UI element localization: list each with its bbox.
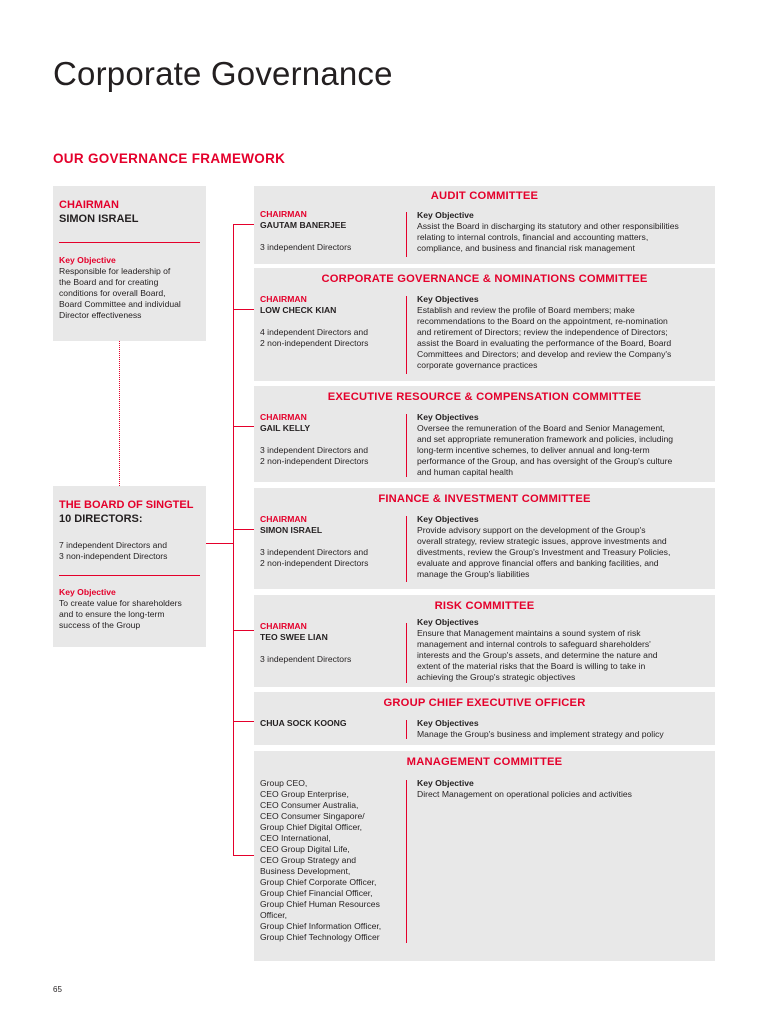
page-title: Corporate Governance (53, 55, 393, 92)
member-line: CEO International, (260, 833, 331, 843)
board-connector-line (206, 543, 233, 544)
objective-label: Key Objectives (417, 514, 479, 524)
chairman-objective-label: Key Objective (59, 255, 116, 265)
page-number: 65 (53, 985, 62, 994)
branch-line (233, 721, 254, 722)
risk-committee-box (254, 595, 715, 687)
chairman-label: CHAIRMAN (260, 621, 307, 631)
objective-label: Key Objectives (417, 718, 479, 728)
board-subtitle: 10 DIRECTORS: (59, 513, 143, 525)
branch-line (233, 309, 254, 310)
branch-line (233, 630, 254, 631)
composition-line: 3 independent Directors and (260, 445, 368, 455)
chairman-objective-line: the Board and for creating (59, 276, 159, 287)
ercc-committee-box (254, 386, 715, 482)
chairman-label: CHAIRMAN (260, 294, 307, 304)
objective-line: manage the Group's liabilities (417, 569, 530, 579)
board-objective-line: To create value for shareholders (59, 597, 182, 608)
member-line: Group CEO, (260, 778, 308, 788)
objective-line: Oversee the remuneration of the Board and Senior Management, (417, 423, 665, 433)
composition-line: 4 independent Directors and (260, 327, 368, 337)
objective-line: Manage the Group's business and implement strategy and policy (417, 729, 664, 739)
chairman-name: GAIL KELLY (260, 423, 311, 433)
member-line: Group Chief Financial Officer, (260, 888, 373, 898)
chairman-label: CHAIRMAN (260, 209, 307, 219)
column-divider (406, 414, 407, 477)
objective-label: Key Objectives (417, 294, 479, 304)
objective-label: Key Objective (417, 210, 474, 220)
board-box (53, 486, 206, 647)
member-line: Group Chief Corporate Officer, (260, 877, 377, 887)
committee-trunk-line (233, 224, 234, 856)
fic-committee-box (254, 488, 715, 589)
branch-line (233, 529, 254, 530)
composition-line: 2 non-independent Directors (260, 558, 369, 568)
chairman-name: GAUTAM BANERJEE (260, 220, 347, 230)
chairman-board-connector (119, 341, 120, 486)
member-line: CEO Consumer Singapore/ (260, 811, 365, 821)
member-line: Group Chief Digital Officer, (260, 822, 363, 832)
composition-line: 2 non-independent Directors (260, 338, 369, 348)
column-divider (406, 516, 407, 582)
objective-label: Key Objective (417, 778, 474, 788)
objective-line: and human capital health (417, 467, 514, 477)
composition-line: 2 non-independent Directors (260, 456, 369, 466)
objective-label: Key Objectives (417, 617, 479, 627)
member-line: Business Development, (260, 866, 351, 876)
objective-line: relating to internal controls, financial and accounting matters, (417, 232, 649, 242)
column-divider (406, 212, 407, 257)
chairman-label: CHAIRMAN (260, 514, 307, 524)
committee-title: AUDIT COMMITTEE (430, 190, 539, 202)
section-heading: OUR GOVERNANCE FRAMEWORK (53, 151, 286, 166)
chairman-divider (59, 242, 200, 243)
objective-line: extent of the material risks that the Board is willing to take in (417, 661, 646, 671)
composition-line: 3 independent Directors (260, 654, 352, 664)
objective-line: Committees and Directors; and develop and review the Company's (417, 349, 672, 359)
objective-line: compliance, and business and financial risk management (417, 243, 635, 253)
committee-title: GROUP CHIEF EXECUTIVE OFFICER (383, 697, 586, 709)
objective-line: Assist the Board in discharging its statutory and other responsibilities (417, 221, 679, 231)
committee-title: MANAGEMENT COMMITTEE (406, 756, 563, 768)
chairman-objective-line: conditions for overall Board, (59, 287, 166, 298)
member-line: CEO Group Digital Life, (260, 844, 350, 854)
composition-line: 3 independent Directors and (260, 547, 368, 557)
objective-line: Provide advisory support on the development of the Group's (417, 525, 646, 535)
board-composition-line: 7 independent Directors and (59, 540, 167, 550)
objective-line: assist the Board in evaluating the performance of the Board, Board (417, 338, 672, 348)
committee-title: CORPORATE GOVERNANCE & NOMINATIONS COMMITTEE (321, 273, 648, 285)
column-divider (406, 296, 407, 374)
chairman-objective-line: Board Committee and individual (59, 298, 181, 309)
chairman-box (53, 186, 206, 341)
branch-line (233, 224, 254, 225)
objective-line: Establish and review the profile of Board members; make (417, 305, 635, 315)
management-committee-box (254, 751, 715, 961)
objective-line: achieving the Group's strategic objectives (417, 672, 576, 682)
objective-line: and retirement of Directors; review the independence of Directors; (417, 327, 668, 337)
chairman-objective-line: Responsible for leadership of (59, 265, 171, 276)
board-composition-line: 3 non-independent Directors (59, 550, 168, 561)
committee-title: RISK COMMITTEE (434, 600, 535, 612)
group-ceo-box (254, 692, 715, 745)
objective-line: overall strategy, review strategic issues, approve investments and (417, 536, 667, 546)
member-line: CEO Group Strategy and (260, 855, 357, 865)
chairman-role: CHAIRMAN (59, 199, 119, 211)
objective-line: divestments, review the Group's Investment and Treasury Policies, (417, 547, 671, 557)
committee-title: EXECUTIVE RESOURCE & COMPENSATION COMMITTEE (327, 391, 642, 403)
chairman-name: SIMON ISRAEL (59, 213, 139, 225)
composition-line: 3 independent Directors (260, 242, 352, 252)
objective-line: management and internal controls to safeguard shareholders' (417, 639, 651, 649)
objective-line: Direct Management on operational policies and activities (417, 789, 632, 799)
member-line: CEO Group Enterprise, (260, 789, 349, 799)
member-line: Group Chief Information Officer, (260, 921, 382, 931)
member-line: Group Chief Technology Officer (260, 932, 380, 942)
board-title: THE BOARD OF SINGTEL (59, 499, 194, 511)
objective-label: Key Objectives (417, 412, 479, 422)
member-line: Officer, (260, 910, 288, 920)
chairman-label: CHAIRMAN (260, 412, 307, 422)
objective-line: performance of the Group, and has oversight of the Group's culture (417, 456, 673, 466)
column-divider (406, 623, 407, 683)
member-line: CEO Consumer Australia, (260, 800, 359, 810)
objective-line: recommendations to the Board on the appointment, re-nomination (417, 316, 668, 326)
branch-line (233, 855, 254, 856)
chairman-objective-line: Director effectiveness (59, 309, 142, 320)
chairman-name: LOW CHECK KIAN (260, 305, 337, 315)
ceo-name: CHUA SOCK KOONG (260, 718, 347, 728)
cgnc-committee-box (254, 268, 715, 381)
board-divider (59, 575, 200, 576)
objective-line: and set appropriate remuneration framework and policies, including (417, 434, 674, 444)
objective-line: interests and the Group's assets, and determine the nature and (417, 650, 658, 660)
audit-committee-box (254, 186, 715, 264)
column-divider (406, 780, 407, 943)
objective-line: Ensure that Management maintains a sound system of risk (417, 628, 641, 638)
column-divider (406, 720, 407, 739)
branch-line (233, 426, 254, 427)
board-objective-line: success of the Group (59, 619, 141, 630)
committee-title: FINANCE & INVESTMENT COMMITTEE (378, 493, 591, 505)
member-line: Group Chief Human Resources (260, 899, 380, 909)
objective-line: evaluate and approve financial offers and banking facilities, and (417, 558, 659, 568)
objective-line: corporate governance practices (417, 360, 538, 370)
board-objective-label: Key Objective (59, 587, 116, 597)
board-objective-line: and to ensure the long-term (59, 608, 165, 619)
chairman-name: SIMON ISRAEL (260, 525, 323, 535)
objective-line: long-term incentive schemes, to deliver annual and long-term (417, 445, 650, 455)
chairman-name: TEO SWEE LIAN (260, 632, 328, 642)
